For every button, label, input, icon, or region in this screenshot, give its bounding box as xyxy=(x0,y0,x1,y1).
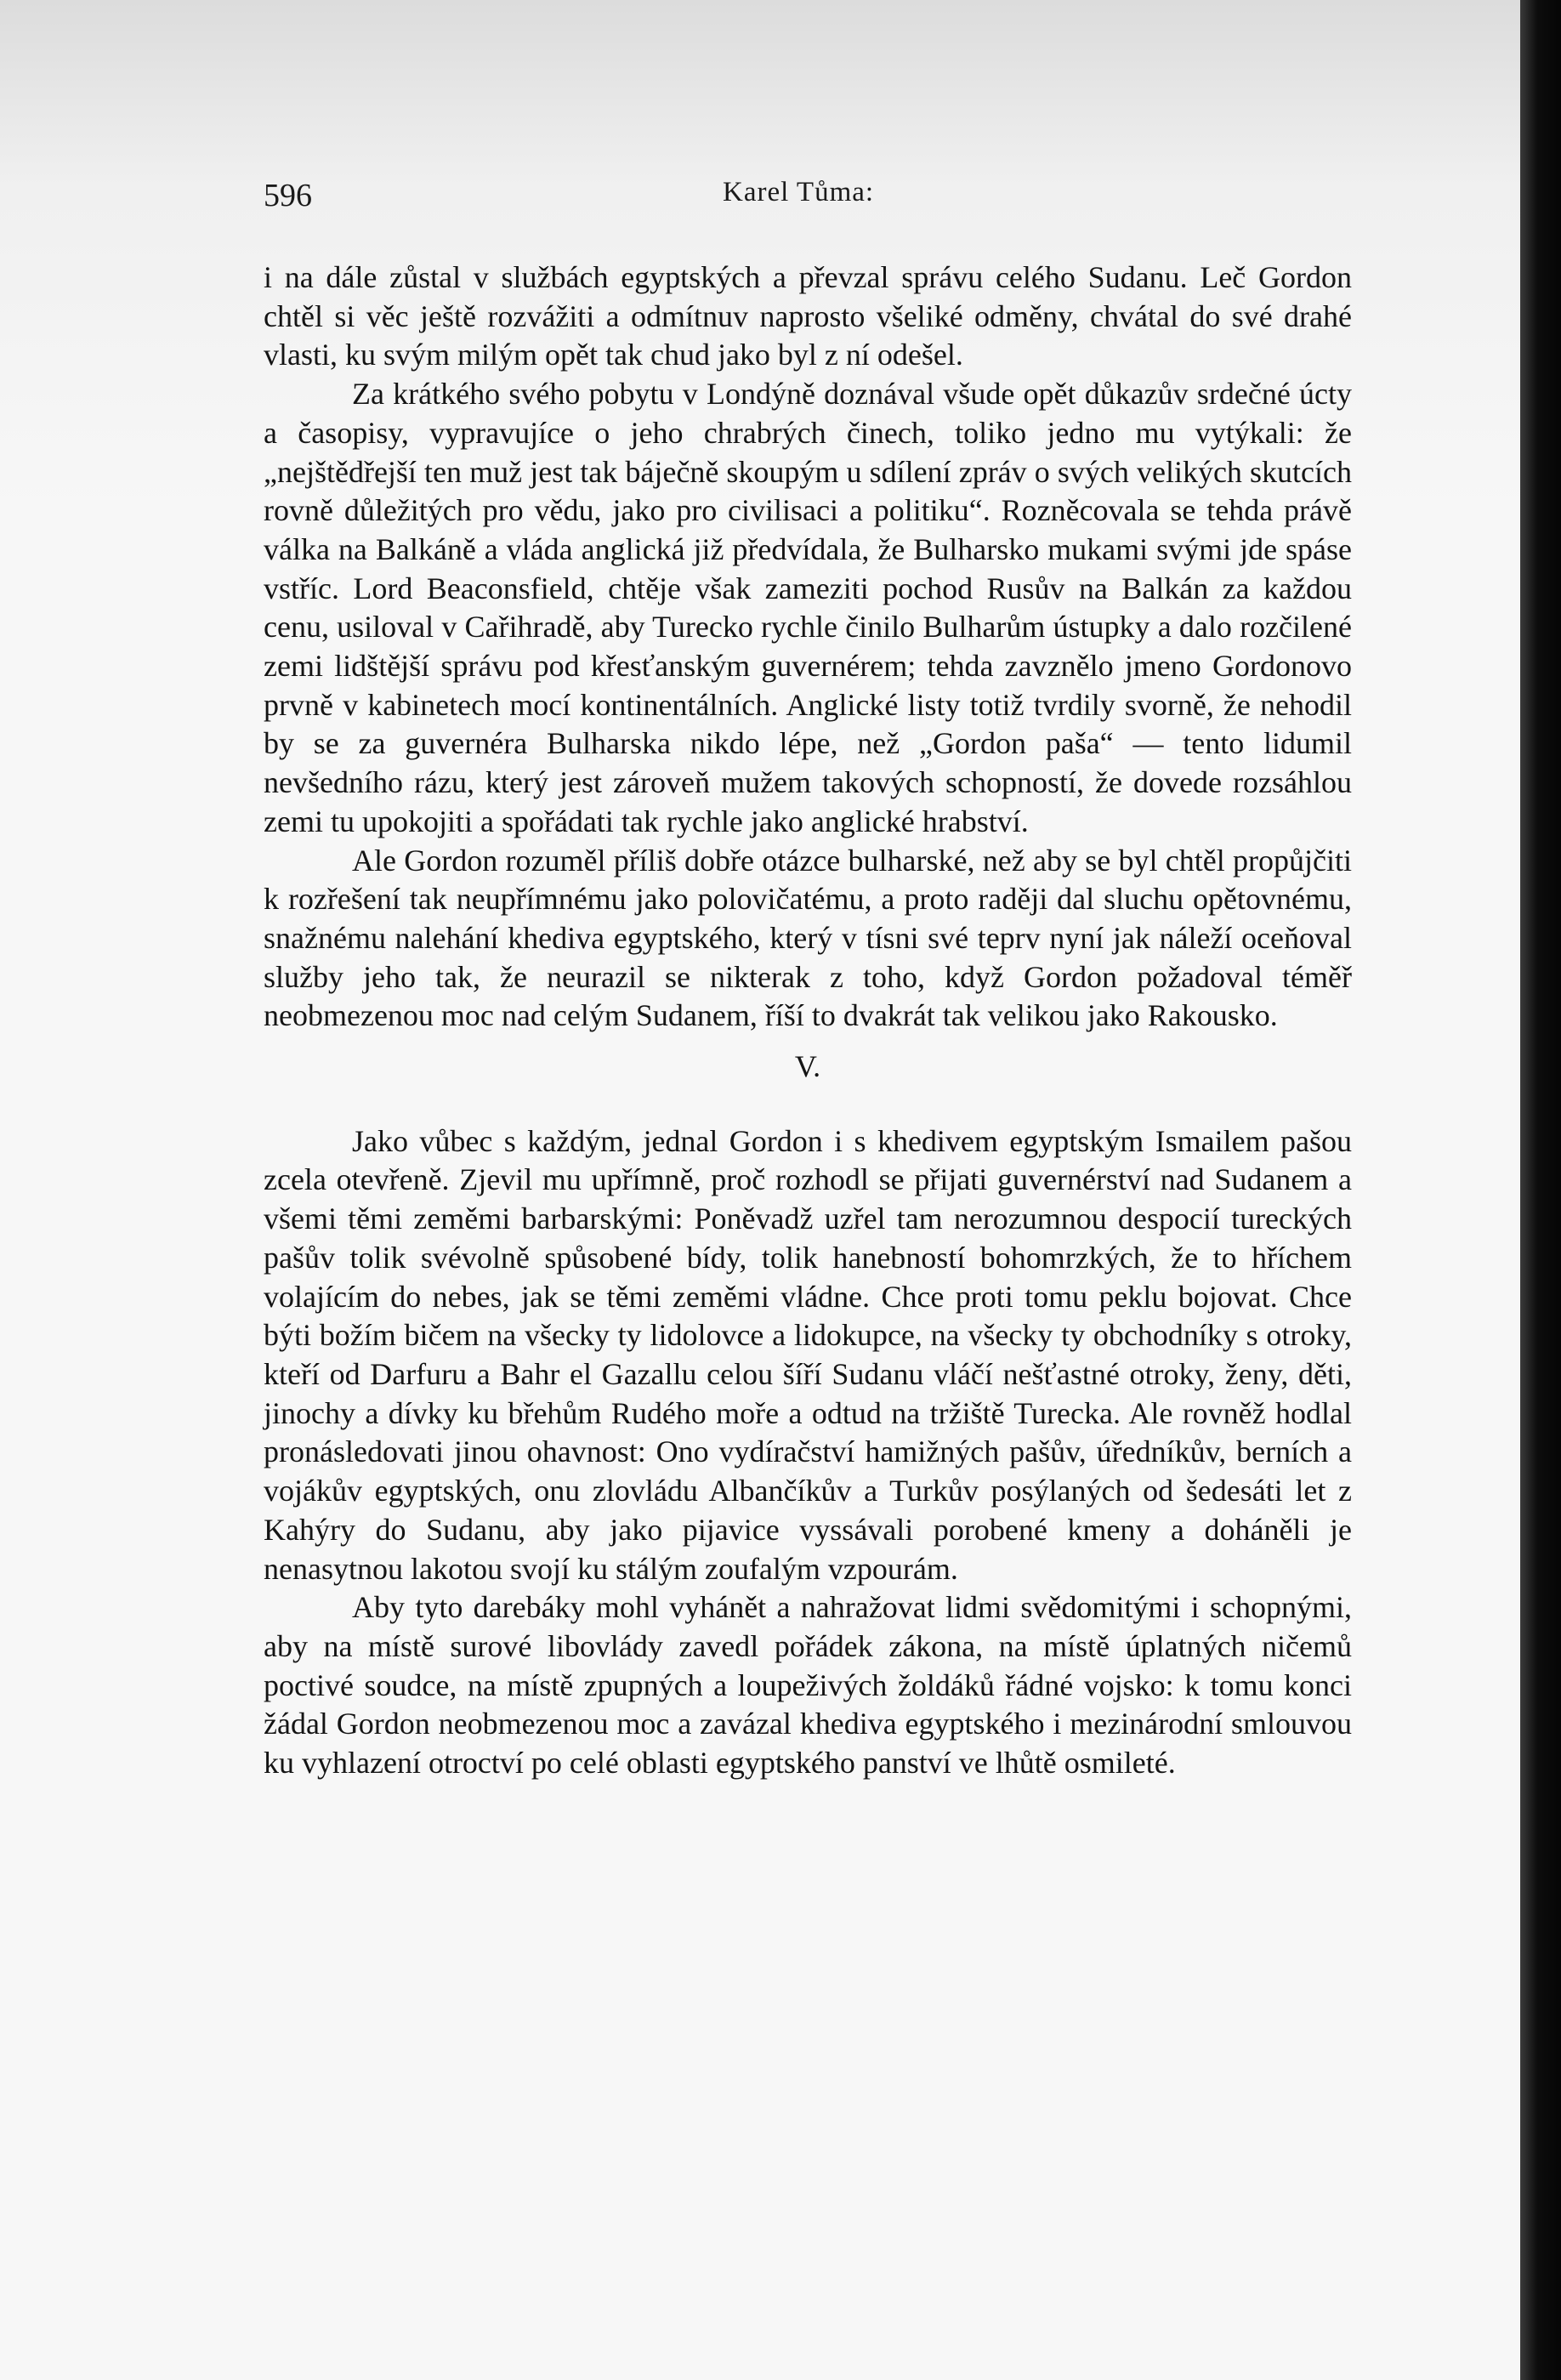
scan-edge-border xyxy=(1520,0,1561,2380)
paragraph-2: Za krátkého svého pobytu v Londýně doznával všude opět důkazův srdečné úcty a časopisy, vypravujíce o jeho chrabrých činech, toliko jedno mu vytýkali: že „nejštědřejší ten muž jest tak báječně skoupým u sdílení zpráv o svých velikých skutcích rovně důležitých pro vědu, jako pro civilisaci a politiku“. Rozněcovala se tehda právě válka na Balkáně a vláda anglická již předvídala, že Bulharsko mukami svými jde spáse vstříc. Lord Beaconsfield, chtěje však zameziti pochod Rusův na Balkán za každou cenu, usiloval v Cařihradě, aby Turecko rychle činilo Bulharům ústupky a dalo rozčilené zemi lidštější správu pod křesťanským guvernérem; tehda zavznělo jmeno Gordonovo prvně v kabinetech mocí kontinentálních. Anglické listy totiž tvrdily svorně, že nehodil by se za guvernéra Bulharska nikdo lépe, než „Gordon paša“ — tento lidumil nevšedního rázu, který jest zároveň mužem takových schopností, že dovede rozsáhlou zemi tu upokojiti a spořádati tak rychle jako anglické hrabství. xyxy=(264,377,1352,838)
section-heading: V. xyxy=(794,1049,821,1084)
page-header xyxy=(264,177,1352,219)
paragraph-4: Jako vůbec s každým, jednal Gordon i s khedivem egyptským Ismailem pašou zcela otevřeně. Zjevil mu upřímně, proč rozhodl se přijati guvernérství nad Sudanem a všemi těmi zeměmi barbarskými: Poněvadž uzřel tam nerozumnou despocií tureckých pašův tolik svévolně spůsobené bídy, tolik hanebností bohomrzkých, že to hříchem volajícím do nebes, jak se těmi zeměmi vládne. Chce proti tomu peklu bojovat. Chce býti božím bičem na všecky ty lidolovce a lidokupce, na všecky ty obchodníky s otroky, kteří od Darfuru a Bahr el Gazallu celou šíří Sudanu vláčí nešťastné otroky, ženy, děti, jinochy a dívky ku břehům Rudého moře a odtud na tržiště Turecka. Ale rovněž hodlal pronásledovati jinou ohavnost: Ono vydíračství hamižných pašův, úředníkův, berních a vojákův egyptských, onu zlovládu Albančíkův a Turkův posýlaných od šedesáti let z Kahýry do Sudanu, aby jako pijavice vyssávali porobené kmeny a doháněli je nenasytnou lakotou svojí ku stálým zoufalým vzpourám. xyxy=(264,1123,1352,1586)
body-text xyxy=(264,258,1352,1783)
paragraph-1: i na dále zůstal v službách egyptských a převzal správu celého Sudanu. Leč Gordon chtěl si věc ještě rozvážiti a odmítnuv naprosto všeliké odměny, chvátal do své drahé vlasti, ku svým milým opět tak chud jako byl z ní odešel. xyxy=(264,260,1352,372)
paragraph-5: Aby tyto darebáky mohl vyhánět a nahražovat lidmi svědomitými i schopnými, aby na místě surové libovlády zavedl pořádek zákona, na místě úplatných ničemů poctivé soudce, na místě zpupných a loupeživých žoldáků řádné vojsko: k tomu konci žádal Gordon neobmezenou moc a zavázal khediva egyptského i mezinárodní smlouvou ku vyhlazení otroctví po celé oblasti egyptského panství ve lhůtě osmileté. xyxy=(264,1590,1352,1781)
running-head: Karel Tůma: xyxy=(723,177,875,207)
paragraph-3: Ale Gordon rozuměl příliš dobře otázce bulharské, než aby se byl chtěl propůjčiti k rozřešení tak neupřímnému jako polovičatému, a proto raději dal sluchu opětovnému, snažnému nalehání khediva egyptského, který v tísni své teprv nyní jak náleží oceňoval služby jeho tak, že neurazil se nikterak z toho, když Gordon požadoval téměř neobmezenou moc nad celým Sudanem, říší to dvakrát tak velikou jako Rakousko. xyxy=(264,843,1352,1033)
page-number: 596 xyxy=(264,178,312,213)
